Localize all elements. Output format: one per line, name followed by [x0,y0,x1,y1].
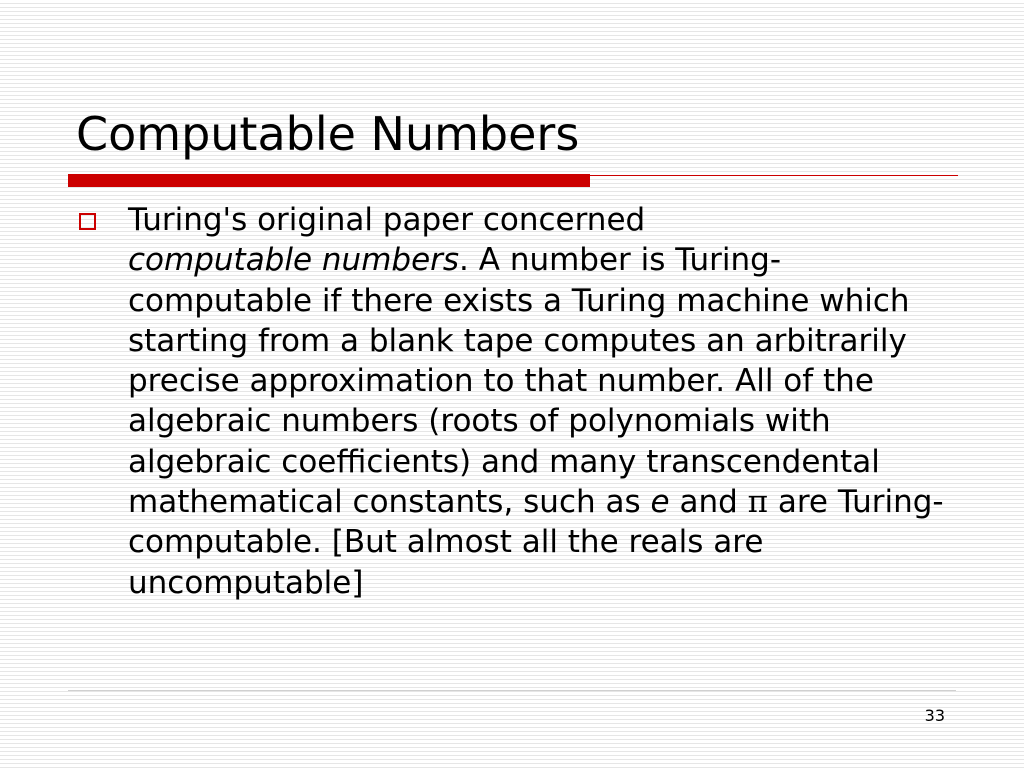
hollow-square-bullet-icon [79,213,96,230]
bullet-text-part: . A number is Turing-computable if there exists a Turing machine which starting from a blank tape computes an arbitrarily precise approximation to that number. All of the algebraic numbers (roots of polynomials with algebraic coefficients) and many transcendental mathematical constants, such as [128,242,910,521]
bullet-text-part: Turing's original paper concerned [128,202,646,238]
footer-divider [68,690,956,691]
bullet-text [128,200,958,603]
page-number: 33 [924,706,945,725]
bullet-text-part: are Turing-computable. [But almost all the reals are uncomputable] [128,484,944,601]
slide-title: Computable Numbers [76,107,580,161]
italic-term-computable-numbers: computable numbers [128,242,460,279]
title-underline-line [590,175,958,176]
title-underline-bar [68,174,590,187]
bullet-text-part: and [669,484,748,521]
pi-symbol: π [747,484,768,521]
italic-symbol-e: e [650,484,670,521]
